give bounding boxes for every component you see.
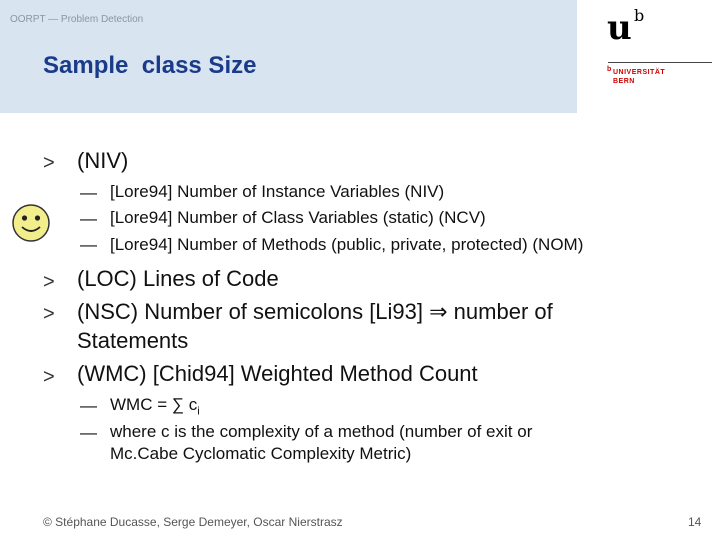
niv-item: [Lore94] Number of Instance Variables (NIV) <box>110 182 445 201</box>
nom-item: [Lore94] Number of Methods (public, private, protected) (NOM) <box>110 235 584 254</box>
wmc-formula <box>110 394 200 422</box>
university-name-line1: UNIVERSITÄT <box>613 69 666 76</box>
wmc-formula-subscript: i <box>197 405 200 418</box>
dash-marker: — <box>80 235 97 254</box>
page-number: 14 <box>688 515 702 529</box>
logo-area <box>577 0 720 113</box>
nsc-text-end: number of <box>447 299 553 324</box>
bullet-wmc: (WMC) [Chid94] Weighted Method Count <box>77 361 478 386</box>
logo-divider <box>608 62 712 63</box>
bullet-marker: > <box>43 366 55 388</box>
nsc-text-start: (NSC) Number of semicolons [Li93] <box>77 299 430 324</box>
dash-marker: — <box>80 183 97 202</box>
ncv-item: [Lore94] Number of Class Variables (static) (NCV) <box>110 208 486 227</box>
bullet-marker: > <box>43 303 55 325</box>
university-name-line2: BERN <box>613 78 635 85</box>
page-title: Sample class Size <box>43 52 257 79</box>
bullet-marker: > <box>43 271 55 293</box>
implies-arrow-icon: ⇒ <box>429 300 448 325</box>
smiley-icon <box>11 203 51 243</box>
wmc-complexity-line1: where c is the complexity of a method (number of exit or <box>110 422 533 441</box>
breadcrumb: OORPT — Problem Detection <box>10 14 144 25</box>
bullet-nsc <box>77 297 553 328</box>
bullet-nsc-continuation: Statements <box>77 328 189 353</box>
dash-marker: — <box>80 396 97 415</box>
dash-marker: — <box>80 423 97 442</box>
dash-marker: — <box>80 209 97 228</box>
university-logo-mark: b <box>607 66 612 73</box>
university-logo-superscript: b <box>634 6 645 25</box>
wmc-complexity-line2: Mc.Cabe Cyclomatic Complexity Metric) <box>110 444 412 463</box>
bullet-niv: (NIV) <box>77 148 129 173</box>
bullet-loc: (LOC) Lines of Code <box>77 266 279 291</box>
university-logo-letter: u <box>607 8 632 48</box>
bullet-marker: > <box>43 152 55 174</box>
footer-copyright: © Stéphane Ducasse, Serge Demeyer, Oscar Nierstrasz <box>43 515 343 529</box>
wmc-formula-text: WMC = ∑ c <box>110 395 198 414</box>
